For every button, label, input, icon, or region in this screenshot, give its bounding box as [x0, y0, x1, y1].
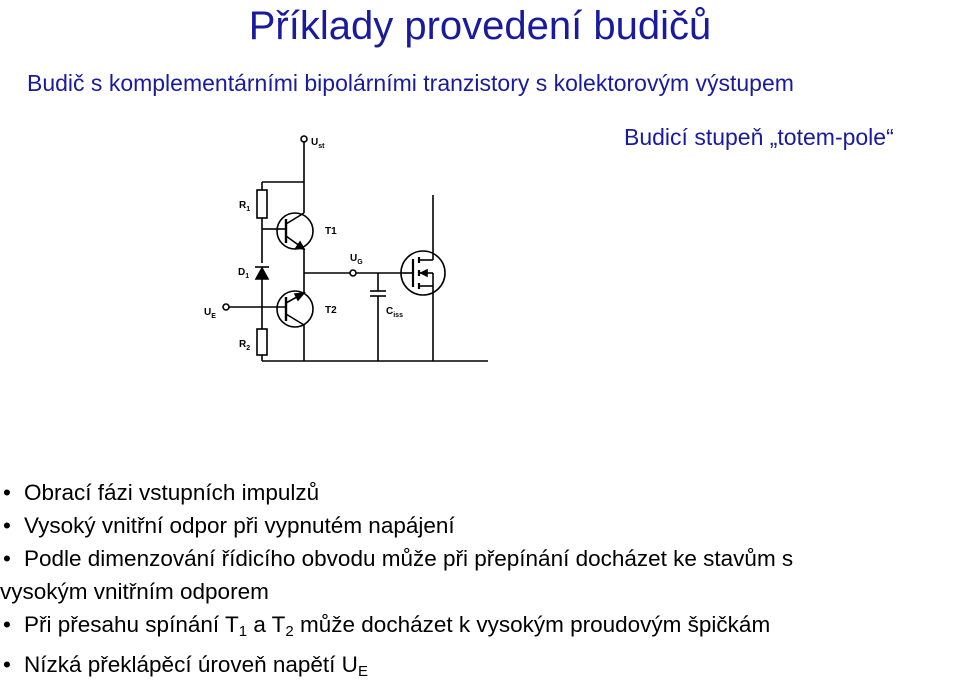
bullet-text: Obrací fázi vstupních impulzů: [24, 480, 320, 505]
bullet-marker: •: [3, 546, 11, 571]
subscript: 2: [285, 623, 294, 640]
label-ue-sub: E: [211, 313, 216, 320]
svg-text:UG: [350, 253, 363, 266]
label-ue: U: [204, 307, 212, 318]
bullet-list: [0, 476, 960, 688]
bullet-marker: •: [3, 652, 11, 677]
ue-terminal: [223, 304, 229, 310]
bullet-text: Nízká překlápěcí úroveň napětí U: [24, 652, 358, 677]
label-ug-sub: G: [357, 259, 363, 266]
bullet-text: Podle dimenzování řídicího obvodu může při přepínání docházet ke stavům s: [24, 546, 794, 571]
driver-schematic: [148, 125, 493, 390]
svg-text:D1: [238, 267, 249, 280]
subscript: 1: [238, 623, 248, 640]
bullet-text: může docházet k vysokým proudovým špičkám: [293, 612, 771, 637]
svg-text:R2: [239, 339, 250, 352]
svg-text:Ust: [311, 137, 325, 150]
bullet-marker: •: [3, 480, 11, 505]
page-title: Příklady provedení budičů: [248, 4, 712, 48]
bullet-text: a T: [247, 612, 286, 637]
schematic-caption: Budicí stupeň „totem-pole“: [624, 124, 894, 150]
label-ciss-sub: iss: [393, 312, 403, 319]
bullet-item: [0, 608, 960, 648]
label-t2: T2: [325, 305, 337, 316]
label-t1: T1: [325, 226, 337, 237]
bullet-continuation: [0, 575, 960, 608]
label-ug: U: [350, 253, 358, 264]
bullet-marker: •: [3, 612, 11, 637]
bullet-item: [0, 509, 960, 542]
bullet-marker: •: [3, 513, 11, 538]
label-ust-sub: st: [318, 143, 325, 150]
d1-diode: [256, 268, 268, 279]
label-d1: D: [238, 267, 246, 278]
label-d1-sub: 1: [245, 273, 250, 280]
bullet-text: Při přesahu spínání T: [24, 612, 239, 637]
bullet-text: Vysoký vnitřní odpor při vypnutém napájení: [24, 513, 455, 538]
label-r1: R: [239, 200, 247, 211]
svg-text:R1: [239, 200, 250, 213]
t2-transistor: [277, 291, 313, 327]
ug-terminal: [350, 270, 356, 276]
r1-resistor: [257, 190, 267, 218]
svg-text:Ciss: [386, 306, 403, 319]
bullet-text: vysokým vnitřním odporem: [0, 579, 269, 604]
label-ust: U: [311, 137, 319, 148]
bullet-item: [0, 542, 960, 575]
bullet-item: [0, 648, 960, 688]
label-r2-sub: 2: [246, 345, 251, 352]
label-r2: R: [239, 339, 247, 350]
r2-resistor: [257, 329, 267, 355]
label-ciss: C: [386, 306, 394, 317]
svg-text:UE: [204, 307, 216, 320]
bullet-item: [0, 476, 960, 509]
page-subtitle: Budič s komplementárními bipolárními tranzistory s kolektorovým výstupem: [27, 70, 794, 96]
subscript: E: [357, 663, 368, 680]
ust-terminal: [301, 136, 307, 142]
label-r1-sub: 1: [246, 206, 251, 213]
